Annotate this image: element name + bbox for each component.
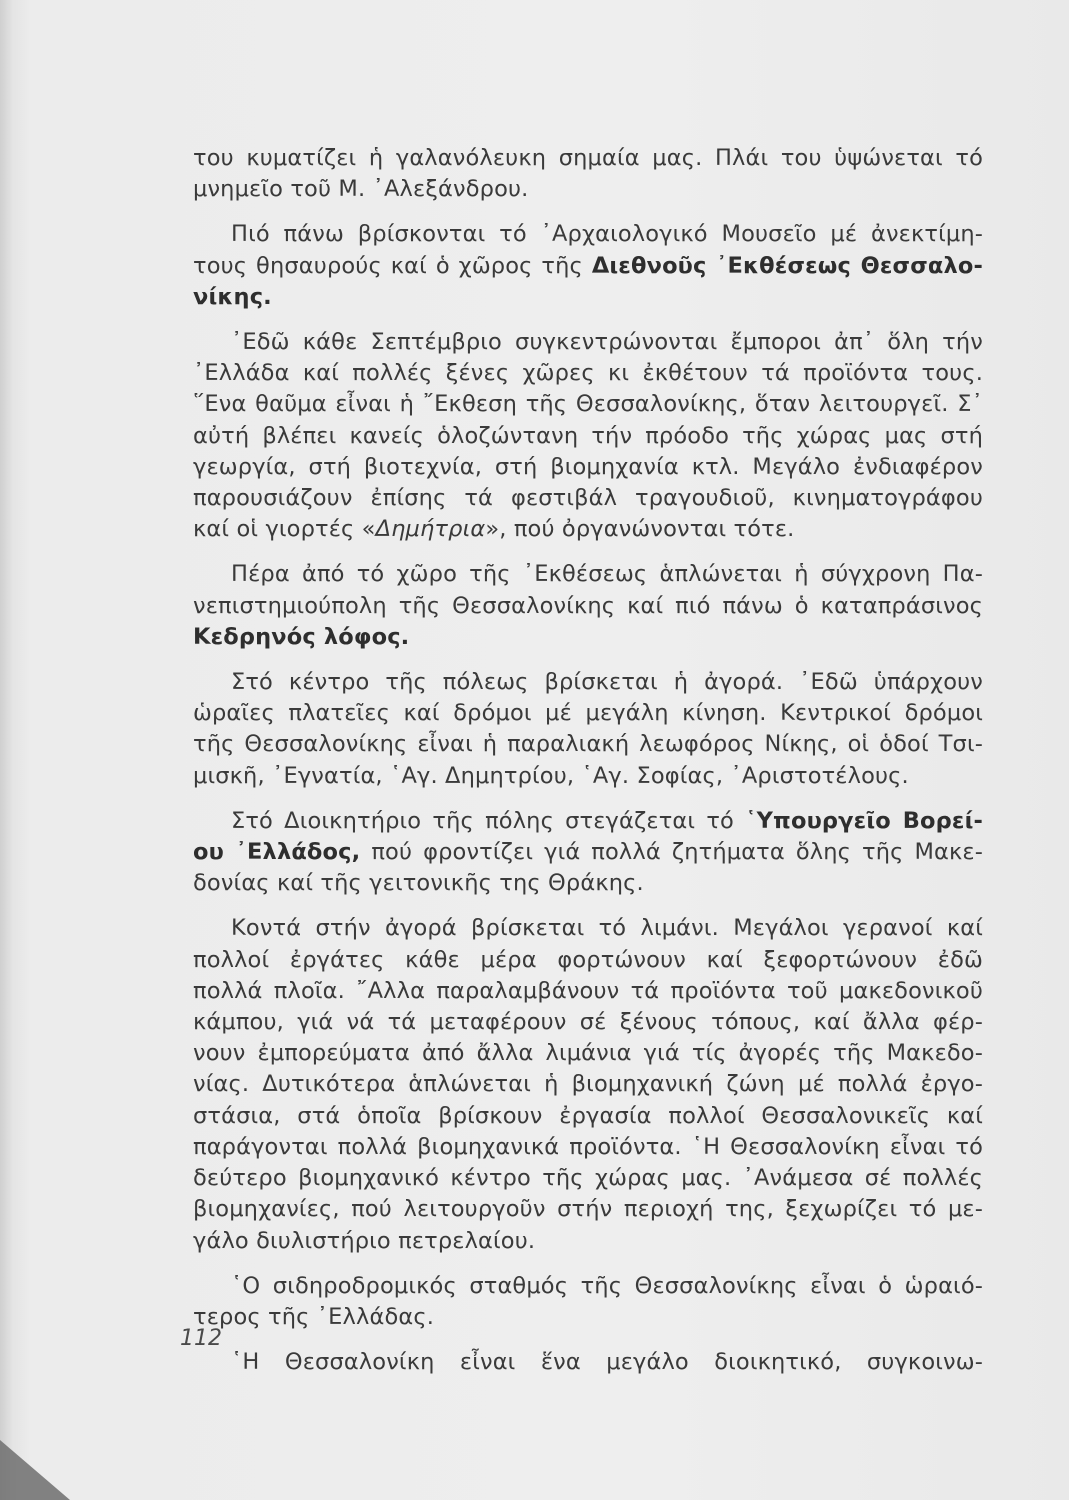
text-line xyxy=(193,667,983,698)
paragraph xyxy=(193,1347,983,1378)
text-segment: ᾽Ελλάδα καί πολλές ξένες χῶρες κι ἐκθέτουν τά προϊόντα τους. xyxy=(193,360,983,387)
text-line xyxy=(193,729,983,760)
text-segment: ᾽Εδῶ κάθε Σεπτέμβριο συγκεντρώνονται ἔμποροι ἀπ᾽ ὅλη τήν xyxy=(231,329,983,356)
text-segment: ὡραῖες πλατεῖες καί δρόμοι μέ μεγάλη κίνηση. Κεντρικοί δρόμοι xyxy=(193,700,983,727)
text-segment: νίας. Δυτικότερα ἁπλώνεται ἡ βιομηχανική ζώνη μέ πολλά ἐργο- xyxy=(193,1071,983,1098)
bold-text: Κεδρηνός λόφος. xyxy=(193,623,410,650)
bold-text: νίκης. xyxy=(193,283,272,310)
text-line xyxy=(193,1194,983,1225)
paragraph xyxy=(193,559,983,653)
text-line xyxy=(193,1132,983,1163)
text-line xyxy=(193,559,983,590)
text-line xyxy=(193,806,983,837)
text-segment: παράγονται πολλά βιομηχανικά προϊόντα. ῾Η Θεσσαλονίκη εἶναι τό xyxy=(193,1133,983,1160)
text-segment: Πιό πάνω βρίσκονται τό ᾽Αρχαιολογικό Μουσεῖο μέ ἀνεκτίμη- xyxy=(231,221,983,248)
text-segment: τερος τῆς ᾽Ελλάδας. xyxy=(193,1303,435,1330)
text-segment: πολλοί ἐργάτες κάθε μέρα φορτώνουν καί ξεφορτώνουν ἐδῶ xyxy=(193,946,983,973)
text-segment: αὐτή βλέπει κανείς ὁλοζώντανη τήν πρόοδο τῆς χώρας μας στή xyxy=(193,422,983,449)
text-segment: κάμπου, γιά νά τά μεταφέρουν σέ ξένους τόπους, καί ἄλλα φέρ- xyxy=(193,1009,983,1036)
text-line xyxy=(193,1038,983,1069)
paragraph xyxy=(193,667,983,792)
text-line xyxy=(193,1347,983,1378)
text-line xyxy=(193,514,983,545)
text-line xyxy=(193,1163,983,1194)
paragraph xyxy=(193,143,983,205)
text-segment: Κοντά στήν ἀγορά βρίσκεται τό λιμάνι. Μεγάλοι γερανοί καί xyxy=(231,915,983,942)
text-line xyxy=(193,219,983,250)
page-number: 112 xyxy=(180,1326,222,1351)
text-line xyxy=(193,1101,983,1132)
text-line xyxy=(193,761,983,792)
text-segment: παρουσιάζουν ἐπίσης τά φεστιβάλ τραγουδιοῦ, κινηματογράφου xyxy=(193,485,983,512)
page-body-text xyxy=(193,143,983,1392)
text-line xyxy=(193,976,983,1007)
text-segment: δονίας καί τῆς γειτονικῆς της Θράκης. xyxy=(193,870,644,897)
text-segment: νεπιστημιούπολη τῆς Θεσσαλονίκης καί πιό πάνω ὁ καταπράσινος xyxy=(193,592,983,619)
text-segment: Στό Διοικητήριο τῆς πόλης στεγάζεται τό xyxy=(231,807,746,834)
text-segment: μνημεῖο τοῦ Μ. ᾽Αλεξάνδρου. xyxy=(193,176,529,203)
text-line xyxy=(193,282,983,313)
text-segment: Πέρα ἀπό τό χῶρο τῆς ᾽Εκθέσεως ἁπλώνεται ἡ σύγχρονη Πα- xyxy=(231,561,983,588)
text-segment: στάσια, στά ὁποῖα βρίσκουν ἐργασία πολλοί Θεσσαλονικεῖς καί xyxy=(193,1102,983,1129)
text-segment: δεύτερο βιομηχανικό κέντρο τῆς χώρας μας. ᾽Ανάμεσα σέ πολλές xyxy=(193,1165,983,1192)
italic-text: Δημήτρια xyxy=(375,516,486,543)
text-segment: ῾Ο σιδηροδρομικός σταθμός τῆς Θεσσαλονίκης εἶναι ὁ ὡραιό- xyxy=(231,1272,983,1299)
text-line xyxy=(193,483,983,514)
text-segment: καί οἱ γιορτές « xyxy=(193,516,376,543)
text-line xyxy=(193,945,983,976)
text-segment: του κυματίζει ἡ γαλανόλευκη σημαία μας. Πλάι του ὑψώνεται τό xyxy=(193,145,983,171)
text-segment: », πού ὀργανώνονται τότε. xyxy=(485,516,795,543)
bold-text: ῾Υπουργεῖο Βορεί- xyxy=(745,807,983,834)
text-line xyxy=(193,143,983,174)
text-line xyxy=(193,174,983,205)
text-line xyxy=(193,1007,983,1038)
text-segment: νουν ἐμπορεύματα ἀπό ἄλλα λιμάνια γιά τίς ἀγορές τῆς Μακεδο- xyxy=(193,1040,983,1067)
text-segment: γεωργία, στή βιοτεχνία, στή βιομηχανία κτλ. Μεγάλο ἐνδιαφέρον xyxy=(193,453,983,480)
text-segment: ῾Η Θεσσαλονίκη εἶναι ἕνα μεγάλο διοικητικό, συγκοινω- xyxy=(231,1349,983,1376)
text-segment: πού φροντίζει γιά πολλά ζητήματα ὅλης τῆς Μακε- xyxy=(360,839,984,866)
text-line xyxy=(193,251,983,282)
text-segment: ῞Ενα θαῦμα εἶναι ἡ ῎Εκθεση τῆς Θεσσαλονίκης, ὅταν λειτουργεῖ. Σ᾽ xyxy=(193,391,983,418)
text-line xyxy=(193,698,983,729)
text-line xyxy=(193,327,983,358)
text-line xyxy=(193,389,983,420)
text-line xyxy=(193,1069,983,1100)
text-line xyxy=(193,1302,983,1333)
text-segment: μισκῆ, ᾽Εγνατία, ῾Αγ. Δημητρίου, ῾Αγ. Σοφίας, ᾽Αριστοτέλους. xyxy=(193,762,909,789)
text-line xyxy=(193,452,983,483)
text-line xyxy=(193,421,983,452)
text-segment: βιομηχανίες, πού λειτουργοῦν στήν περιοχή της, ξεχωρίζει τό με- xyxy=(193,1196,983,1223)
text-line xyxy=(193,837,983,868)
paragraph xyxy=(193,327,983,545)
text-segment: τους θησαυρούς καί ὁ χῶρος τῆς xyxy=(193,252,592,279)
text-segment: πολλά πλοῖα. ῎Αλλα παραλαμβάνουν τά προϊόντα τοῦ μακεδονικοῦ xyxy=(193,977,983,1004)
page-binding-shadow xyxy=(0,0,14,1500)
paragraph xyxy=(193,1271,983,1333)
text-line xyxy=(193,1226,983,1257)
bold-text: ου ᾽Ελλάδος, xyxy=(193,839,361,866)
text-line xyxy=(193,591,983,622)
text-segment: Στό κέντρο τῆς πόλεως βρίσκεται ἡ ἀγορά. ᾽Εδῶ ὑπάρχουν xyxy=(231,669,983,696)
paragraph xyxy=(193,806,983,900)
text-segment: γάλο διυλιστήριο πετρελαίου. xyxy=(193,1227,536,1254)
text-line xyxy=(193,913,983,944)
text-segment: τῆς Θεσσαλονίκης εἶναι ἡ παραλιακή λεωφόρος Νίκης, οἱ ὁδοί Τσι- xyxy=(193,731,983,758)
page-corner-shadow xyxy=(0,1440,70,1500)
text-line xyxy=(193,868,983,899)
bold-text: Διεθνοῦς ᾽Εκθέσεως Θεσσαλο- xyxy=(591,252,983,279)
text-line xyxy=(193,622,983,653)
text-line xyxy=(193,1271,983,1302)
text-line xyxy=(193,358,983,389)
paragraph xyxy=(193,219,983,313)
paragraph xyxy=(193,913,983,1256)
